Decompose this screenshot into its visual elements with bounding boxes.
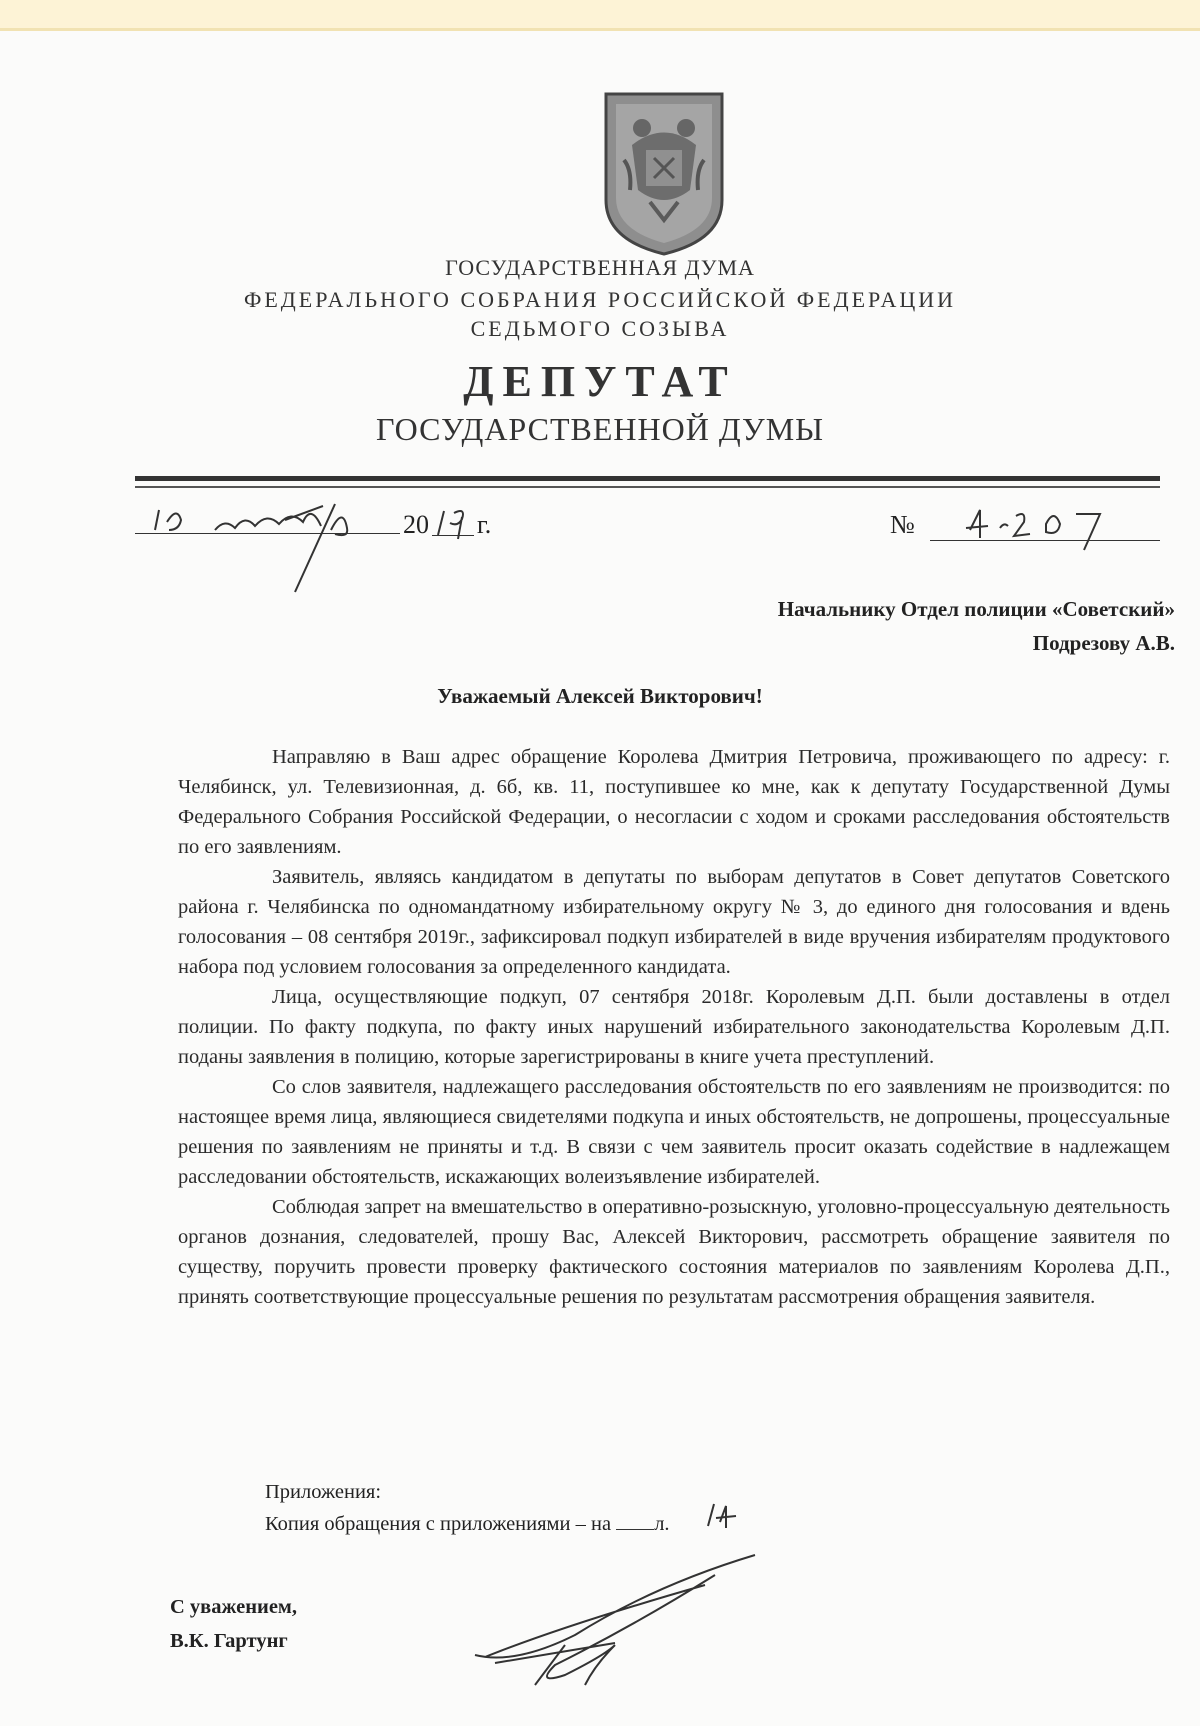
handwritten-date [135,500,405,600]
body-paragraph-5: Соблюдая запрет на вмешательство в оперативно-розыскную, уголовно-процессуальную деятельность органов дознания, следователей, прошу Вас, Алексей Викторович, рассмотреть обращение заявителя по существу, поручить провести проверку фактического состояния материалов по заявлениям Королева Д.П., принять соответствующие процессуальные решения по результатам рассмотрения обращения заявителя. [178,1196,1170,1308]
header-line-duma: ГОСУДАРСТВЕННАЯ ДУМА [445,255,755,280]
attachments-item-text: Копия обращения с приложениями – на [265,1513,612,1535]
body-paragraph-4: Со слов заявителя, надлежащего расследования обстоятельств по его заявлениям не производится: по настоящее время лица, являющиеся свидетелями подкупа и иных обстоятельств, не допрошены, процессуальные решения по заявлениям не приняты и т.д. В связи с чем заявитель просит оказать содействие в надлежащем расследовании обстоятельств, искажающих волеизъявление избирателей. [178,1076,1170,1188]
state-emblem-icon [602,90,726,258]
addressee-position: Начальнику Отдел полиции «Советский» [777,597,1175,621]
signature-block [170,1590,297,1658]
signature-closing: С уважением, [170,1596,298,1618]
header-divider-thick [135,476,1160,481]
body-paragraph-3: Лица, осуществляющие подкуп, 07 сентября 2018г. Королевым Д.П. были доставлены в отдел полиции. По факту подкупа, по факту иных нарушений избирательного законодательства Королевым Д.П. поданы заявления в полицию, которые зарегистрированы в книге учета преступлений. [178,986,1170,1068]
body-paragraph-1: Направляю в Ваш адрес обращение Королева Дмитрия Петровича, проживающего по адресу: г. Челябинск, ул. Телевизионная, д. 6б, кв. 11, поступившее ко мне, как к депутату Государственной Думы Федерального Собрания Российской Федерации, о несогласии с ходом и сроками расследования обстоятельств по его заявлениям. [178,746,1170,858]
letter-body [178,742,1170,1312]
addressee-name: Подрезову А.В. [1032,631,1175,655]
signature-name: В.К. Гартунг [170,1630,288,1652]
attachments-block [265,1476,670,1540]
header-divider-thin [135,486,1160,488]
handwritten-pages [702,1500,742,1534]
top-highlight-strip [0,0,1200,31]
salutation: Уважаемый Алексей Викторович! [437,684,763,708]
attachments-item-suffix: л. [654,1513,670,1535]
attachments-item [265,1508,670,1540]
attachments-heading: Приложения: [265,1481,382,1503]
handwritten-number [960,502,1120,562]
date-year-suffix: г. [477,510,492,539]
body-paragraph-2: Заявитель, являясь кандидатом в депутаты по выборам депутатов в Совет депутатов Советского района г. Челябинска по одномандатному избирательному округу № 3, до единого дня голосования и вдень голосования – 08 сентября 2019г., зафиксировал подкуп избирателей в виде вручения избирателям продуктового набора под условием голосования за определенного кандидата. [178,866,1170,978]
header-line-convocation: СЕДЬМОГО СОЗЫВА [470,316,730,341]
attachments-pages-blank [616,1509,654,1530]
handwritten-signature [455,1545,775,1695]
addressee-block [778,592,1175,660]
number-label: № [890,510,915,539]
handwritten-year [432,505,476,545]
header-title-deputy: ДЕПУТАТ [463,357,737,406]
date-year-prefix: 20 [403,510,429,539]
header-line-federal-assembly: ФЕДЕРАЛЬНОГО СОБРАНИЯ РОССИЙСКОЙ ФЕДЕРАЦИИ [243,287,956,312]
header-subtitle-duma: ГОСУДАРСТВЕННОЙ ДУМЫ [375,411,825,447]
